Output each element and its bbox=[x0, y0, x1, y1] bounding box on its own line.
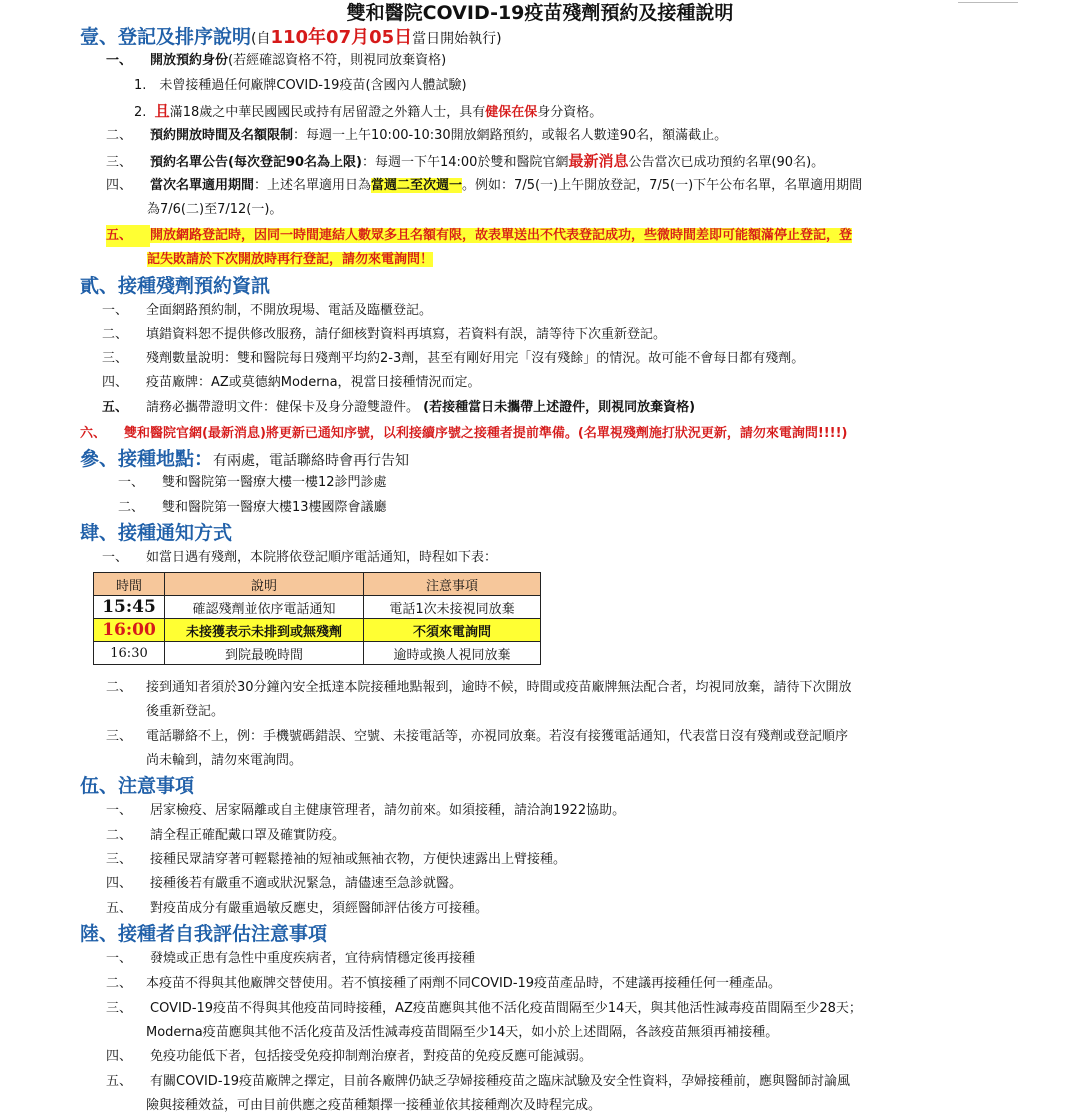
s1-item-3-bold: 預約名單公告(每次登記90名為上限) bbox=[150, 155, 362, 170]
table-header-row bbox=[94, 573, 541, 596]
s2-item-2-text: 填錯資料恕不提供修改服務，請仔細核對資料再填寫，若資料有誤，請等待下次重新登記。 bbox=[146, 327, 667, 342]
s5-item-4-text: 接種後若有嚴重不適或狀況緊急，請儘速至急診就醫。 bbox=[150, 876, 463, 891]
section-1-title: 壹、登記及排序說明 bbox=[80, 26, 252, 48]
s4-item-2 bbox=[106, 677, 852, 699]
section-2-heading: 貳、接種殘劑預約資訊 bbox=[80, 275, 271, 297]
section-6-heading: 陸、接種者自我評估注意事項 bbox=[80, 923, 328, 945]
s1-item-5-line1: 開放網路登記時，因同一時間連結人數眾多且名額有限，故表單送出不代表登記成功，些微時間差即可能額滿停止登記，登 bbox=[150, 228, 853, 243]
s6-item-1 bbox=[106, 948, 475, 970]
s3-item-2-num: 二、 bbox=[118, 500, 145, 515]
s4-item-1-num: 一、 bbox=[102, 550, 129, 565]
table-cell-notes: 不須來電詢問 bbox=[364, 619, 541, 642]
section-1-start-date: 110年07月05日 bbox=[270, 27, 413, 48]
s1-item-4-bold: 當次名單適用期間 bbox=[150, 178, 255, 193]
table-header-notes: 注意事項 bbox=[364, 573, 541, 596]
s1-item-1-bold: 開放預約身份 bbox=[150, 53, 229, 68]
section-1-heading bbox=[80, 25, 502, 51]
s6-item-1-num: 一、 bbox=[106, 951, 133, 966]
s6-item-5 bbox=[106, 1071, 850, 1093]
s6-item-3-num: 三、 bbox=[106, 1001, 133, 1016]
s3-item-1-text: 雙和醫院第一醫療大樓一樓12診門診處 bbox=[162, 475, 387, 490]
s5-item-1-text: 居家檢疫、居家隔離或自主健康管理者，請勿前來。如須接種，請洽詢1922協助。 bbox=[150, 803, 626, 818]
s5-item-3-text: 接種民眾請穿著可輕鬆捲袖的短袖或無袖衣物，方便快速露出上臂接種。 bbox=[150, 852, 567, 867]
s5-item-2 bbox=[106, 825, 345, 847]
s1-item-4-num: 四、 bbox=[106, 178, 133, 193]
s1-item-5-num: 五、 bbox=[106, 225, 150, 247]
section-1-sub-b: 當日開始執行) bbox=[412, 31, 502, 47]
s1-item-1-sub-2-text: 滿18歲之中華民國國民或持有居留證之外籍人士，具有 bbox=[169, 105, 486, 120]
s2-item-4-num: 四、 bbox=[102, 375, 129, 390]
s1-item-3-text: ：每週一下午14:00於雙和醫院官網 bbox=[361, 155, 569, 170]
s4-item-3-line2: 尚未輪到，請勿來電詢問。 bbox=[146, 753, 303, 768]
s6-item-5-line2: 險與接種效益，可由目前供應之疫苗種類擇一接種並依其接種劑次及時程完成。 bbox=[146, 1098, 602, 1113]
s4-item-2-num: 二、 bbox=[106, 680, 133, 695]
s5-item-2-num: 二、 bbox=[106, 828, 133, 843]
s4-item-3 bbox=[106, 726, 848, 748]
table-cell-time: 16:30 bbox=[94, 642, 165, 665]
s4-item-3-line1: 電話聯絡不上，例：手機號碼錯誤、空號、未接電話等，亦視同放棄。若沒有接獲電話通知，代表當日沒有殘劑或登記順序 bbox=[146, 729, 849, 744]
table-header-description: 說明 bbox=[165, 573, 364, 596]
table-cell-description: 確認殘劑並依序電話通知 bbox=[165, 596, 364, 619]
s1-item-3-red: 最新消息 bbox=[568, 152, 629, 170]
s1-item-4 bbox=[106, 175, 862, 197]
s1-item-5-line2-text: 記失敗請於下次開放時再行登記，請勿來電詢問！ bbox=[147, 252, 434, 267]
s1-item-1-sub-1: 1. 未曾接種過任何廠牌COVID-19疫苗(含國內人體試驗) bbox=[134, 78, 467, 93]
section-1-subtitle bbox=[251, 27, 502, 48]
s3-item-2-text: 雙和醫院第一醫療大樓13樓國際會議廳 bbox=[162, 500, 387, 515]
s1-item-1-num: 一、 bbox=[106, 53, 133, 68]
s1-item-2 bbox=[106, 125, 727, 147]
s5-item-1-num: 一、 bbox=[106, 803, 133, 818]
s2-item-4-text: 疫苗廠牌：AZ或莫德納Moderna，視當日接種情況而定。 bbox=[146, 375, 481, 390]
s6-item-5-num: 五、 bbox=[106, 1074, 133, 1089]
s6-item-4 bbox=[106, 1046, 592, 1068]
s2-item-1-text: 全面網路預約制，不開放現場、電話及臨櫃登記。 bbox=[146, 303, 433, 318]
s6-item-1-text: 發燒或正患有急性中重度疾病者，宜待病情穩定後再接種 bbox=[150, 951, 476, 966]
s5-item-5-num: 五、 bbox=[106, 901, 133, 916]
s2-item-6-num: 六、 bbox=[80, 426, 107, 441]
s1-item-3 bbox=[106, 150, 824, 174]
table-row bbox=[94, 596, 541, 619]
s1-item-5 bbox=[106, 225, 852, 247]
s2-item-3-text: 殘劑數量說明：雙和醫院每日殘劑平均約2-3劑，甚至有剛好用完「沒有殘餘」的情況。故可能不會每日都有殘劑。 bbox=[146, 351, 805, 366]
s2-item-6 bbox=[80, 423, 847, 445]
s5-item-1 bbox=[106, 800, 625, 822]
table-cell-time: 16:00 bbox=[94, 619, 165, 642]
s4-item-2-line2: 後重新登記。 bbox=[146, 704, 225, 719]
s2-item-3-num: 三、 bbox=[102, 351, 129, 366]
s3-item-2 bbox=[118, 497, 387, 519]
s1-item-3-num: 三、 bbox=[106, 155, 133, 170]
s6-item-3-line2: Moderna疫苗應與其他不活化疫苗及活性減毒疫苗間隔至少14天，如小於上述間隔，各該疫苗無須再補接種。 bbox=[146, 1025, 779, 1040]
s3-item-1 bbox=[118, 472, 387, 494]
s6-item-4-num: 四、 bbox=[106, 1049, 133, 1064]
table-cell-description: 到院最晚時間 bbox=[165, 642, 364, 665]
document-title: 雙和醫院COVID-19疫苗殘劑預約及接種說明 bbox=[346, 2, 734, 24]
s4-item-1 bbox=[102, 547, 497, 569]
notification-schedule-table bbox=[93, 572, 541, 665]
section-1-sub-a: (自 bbox=[251, 31, 271, 47]
s5-item-3 bbox=[106, 849, 566, 871]
table-row bbox=[94, 642, 541, 665]
s2-item-1 bbox=[102, 300, 432, 322]
s5-item-4-num: 四、 bbox=[106, 876, 133, 891]
s6-item-4-text: 免疫功能低下者，包括接受免疫抑制劑治療者，對疫苗的免疫反應可能減弱。 bbox=[150, 1049, 593, 1064]
s5-item-4 bbox=[106, 873, 462, 895]
s2-item-5-text: 請務必攜帶證明文件：健保卡及身分證雙證件。 bbox=[146, 400, 420, 415]
table-row bbox=[94, 619, 541, 642]
s1-item-1-sub-2-text2: 身分資格。 bbox=[537, 105, 603, 120]
s6-item-5-line1: 有關COVID-19疫苗廠牌之擇定，目前各廠牌仍缺乏孕婦接種疫苗之臨床試驗及安全性資料，孕婦接種前，應與醫師討論風 bbox=[150, 1074, 851, 1089]
section-5-heading: 伍、注意事項 bbox=[80, 775, 195, 797]
table-cell-notes: 逾時或換人視同放棄 bbox=[364, 642, 541, 665]
s5-item-5-text: 對疫苗成分有嚴重過敏反應史，須經醫師評估後方可接種。 bbox=[150, 901, 489, 916]
s6-item-3-line1: COVID-19疫苗不得與其他疫苗同時接種，AZ疫苗應與其他不活化疫苗間隔至少14天，與其他活性減毒疫苗間隔至少28天； bbox=[150, 1001, 862, 1016]
s1-item-1-sub-2-red2: 健保在保 bbox=[485, 105, 538, 120]
s2-item-3 bbox=[102, 348, 804, 370]
table-header-time: 時間 bbox=[94, 573, 165, 596]
s4-item-1-text: 如當日遇有殘劑，本院將依登記順序電話通知，時程如下表： bbox=[146, 550, 498, 565]
s1-item-4-text2: 。例如：7/5(一)上午開放登記，7/5(一)下午公布名單，名單適用期間 bbox=[462, 178, 863, 193]
s2-item-5 bbox=[102, 397, 695, 419]
s6-item-3 bbox=[106, 998, 862, 1020]
s2-item-6-text: 雙和醫院官網(最新消息)將更新已通知序號，以利接續序號之接種者提前準備。(名單視殘劑施打狀況更新，請勿來電詢問!!!!) bbox=[124, 426, 848, 441]
s5-item-2-text: 請全程正確配戴口罩及確實防疫。 bbox=[150, 828, 346, 843]
s1-item-5-line2 bbox=[147, 249, 433, 271]
s2-item-2-num: 二、 bbox=[102, 327, 129, 342]
s5-item-3-num: 三、 bbox=[106, 852, 133, 867]
s1-item-2-num: 二、 bbox=[106, 128, 133, 143]
section-3-title: 參、接種地點： bbox=[80, 448, 214, 470]
section-3-heading bbox=[80, 447, 409, 473]
s2-item-1-num: 一、 bbox=[102, 303, 129, 318]
table-cell-description: 未接獲表示未排到或無殘劑 bbox=[165, 619, 364, 642]
s1-item-4-line2: 為7/6(二)至7/12(一)。 bbox=[147, 202, 283, 217]
s4-item-2-line1: 接到通知者須於30分鐘內安全抵達本院接種地點報到，逾時不候，時間或疫苗廠牌無法配合者，均視同放棄，請待下次開放 bbox=[146, 680, 852, 695]
s2-item-5-num: 五、 bbox=[102, 400, 129, 415]
s1-item-3-text2: 公告當次已成功預約名單(90名)。 bbox=[628, 155, 825, 170]
s1-item-2-text: ：每週一上午10:00-10:30開放網路預約，或報名人數達90名，額滿截止。 bbox=[293, 128, 728, 143]
s1-item-1 bbox=[106, 50, 446, 72]
s1-item-1-sub-2-num: 2. bbox=[134, 105, 147, 120]
s1-item-1-text: (若經確認資格不符，則視同放棄資格) bbox=[228, 53, 447, 68]
s3-item-1-num: 一、 bbox=[118, 475, 145, 490]
table-cell-time: 15:45 bbox=[94, 596, 165, 619]
s1-item-1-sub-2 bbox=[134, 100, 602, 124]
s5-item-5 bbox=[106, 898, 488, 920]
s6-item-2-text: 本疫苗不得與其他廠牌交替使用。若不慎接種了兩劑不同COVID-19疫苗產品時，不建議再接種任何一種產品。 bbox=[146, 976, 782, 991]
s1-item-4-highlight: 當週二至次週一 bbox=[371, 178, 463, 193]
section-3-subtitle: 有兩處，電話聯絡時會再行告知 bbox=[213, 453, 410, 469]
s1-item-4-text: ：上述名單適用日為 bbox=[254, 178, 372, 193]
s6-item-2 bbox=[106, 973, 781, 995]
s1-item-1-sub-2-red: 且 bbox=[154, 102, 170, 120]
section-4-heading: 肆、接種通知方式 bbox=[80, 522, 233, 544]
s2-item-5-bold: (若接種當日未攜帶上述證件，則視同放棄資格) bbox=[423, 400, 696, 415]
s4-item-3-num: 三、 bbox=[106, 729, 133, 744]
s1-item-2-bold: 預約開放時間及名額限制 bbox=[150, 128, 294, 143]
s2-item-4 bbox=[102, 372, 481, 394]
s2-item-2 bbox=[102, 324, 666, 346]
s6-item-2-num: 二、 bbox=[106, 976, 133, 991]
table-cell-notes: 電話1次未接視同放棄 bbox=[364, 596, 541, 619]
